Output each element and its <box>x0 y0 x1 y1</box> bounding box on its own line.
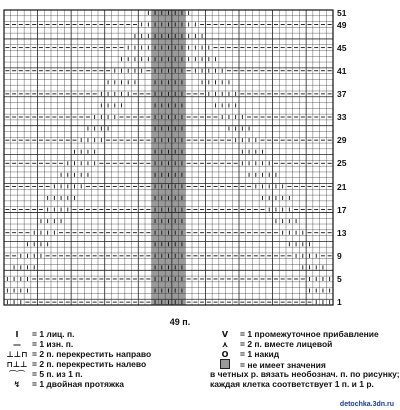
legend-item <box>2 329 202 339</box>
k2tog-icon: ⋏ <box>221 340 229 349</box>
legend-text: = 1 лиц. п. <box>32 329 75 339</box>
chart-note: в четных р. вязать необознач. п. по рисунку; <box>210 369 400 379</box>
legend-item <box>2 349 202 359</box>
legend-right <box>210 329 400 389</box>
legend-item <box>2 339 202 349</box>
legend-item <box>2 369 202 379</box>
double-pull-icon: ↯ <box>13 380 21 389</box>
row-label: 49 <box>337 19 347 30</box>
chart-note: каждая клетка соответствует 1 п. и 1 р. <box>210 379 374 389</box>
row-label: 1 <box>337 297 342 308</box>
row-label: 17 <box>337 204 347 215</box>
legend-text: = 1 двойная протяжка <box>32 379 124 389</box>
legend-item <box>210 349 400 359</box>
legend-item <box>210 339 400 349</box>
legend-text: = не имеет значения <box>240 360 326 370</box>
watermark: detochka.3dn.ru <box>339 401 394 408</box>
five-from-one-icon: ⌒⌒ <box>9 370 25 379</box>
make-one-icon: V <box>221 330 229 339</box>
legend-left <box>2 329 202 389</box>
legend-item <box>210 359 400 369</box>
legend-item <box>2 379 202 389</box>
yarn-over-icon: O <box>221 350 229 359</box>
row-label: 45 <box>337 42 347 53</box>
legend-item <box>2 359 202 369</box>
row-label: 5 <box>337 274 342 285</box>
legend-text: = 2 п. перекрестить направо <box>32 349 152 359</box>
cross-right-icon: ⊥⊥⊓ <box>6 350 28 359</box>
knit-stitch-icon: I <box>15 330 19 339</box>
row-label: 33 <box>337 112 347 123</box>
purl-stitch-icon: — <box>13 340 21 349</box>
cross-left-icon: ⊓⊥⊥ <box>6 360 28 369</box>
gray-swatch-icon <box>220 359 230 369</box>
legend-text: = 1 накид <box>240 349 280 359</box>
row-label: 13 <box>337 227 347 238</box>
row-label: 25 <box>337 158 347 169</box>
row-label: 51 <box>337 8 347 18</box>
stitch-count-label: 49 п. <box>169 317 191 327</box>
row-label: 9 <box>337 250 342 261</box>
legend-text: = 2 п. вместе лицевой <box>240 339 333 349</box>
row-label: 29 <box>337 135 347 146</box>
row-label: 21 <box>337 181 347 192</box>
legend-item <box>210 329 400 339</box>
row-label: 41 <box>337 65 347 76</box>
row-label: 37 <box>337 88 347 99</box>
legend-text: = 1 изн. п. <box>32 339 74 349</box>
legend-text: = 2 п. перекрестить налево <box>32 359 147 369</box>
legend-text: = 1 промежуточное прибавление <box>240 329 379 339</box>
legend-text: = 5 п. из 1 п. <box>32 369 83 379</box>
gray-center-columns <box>152 10 186 305</box>
